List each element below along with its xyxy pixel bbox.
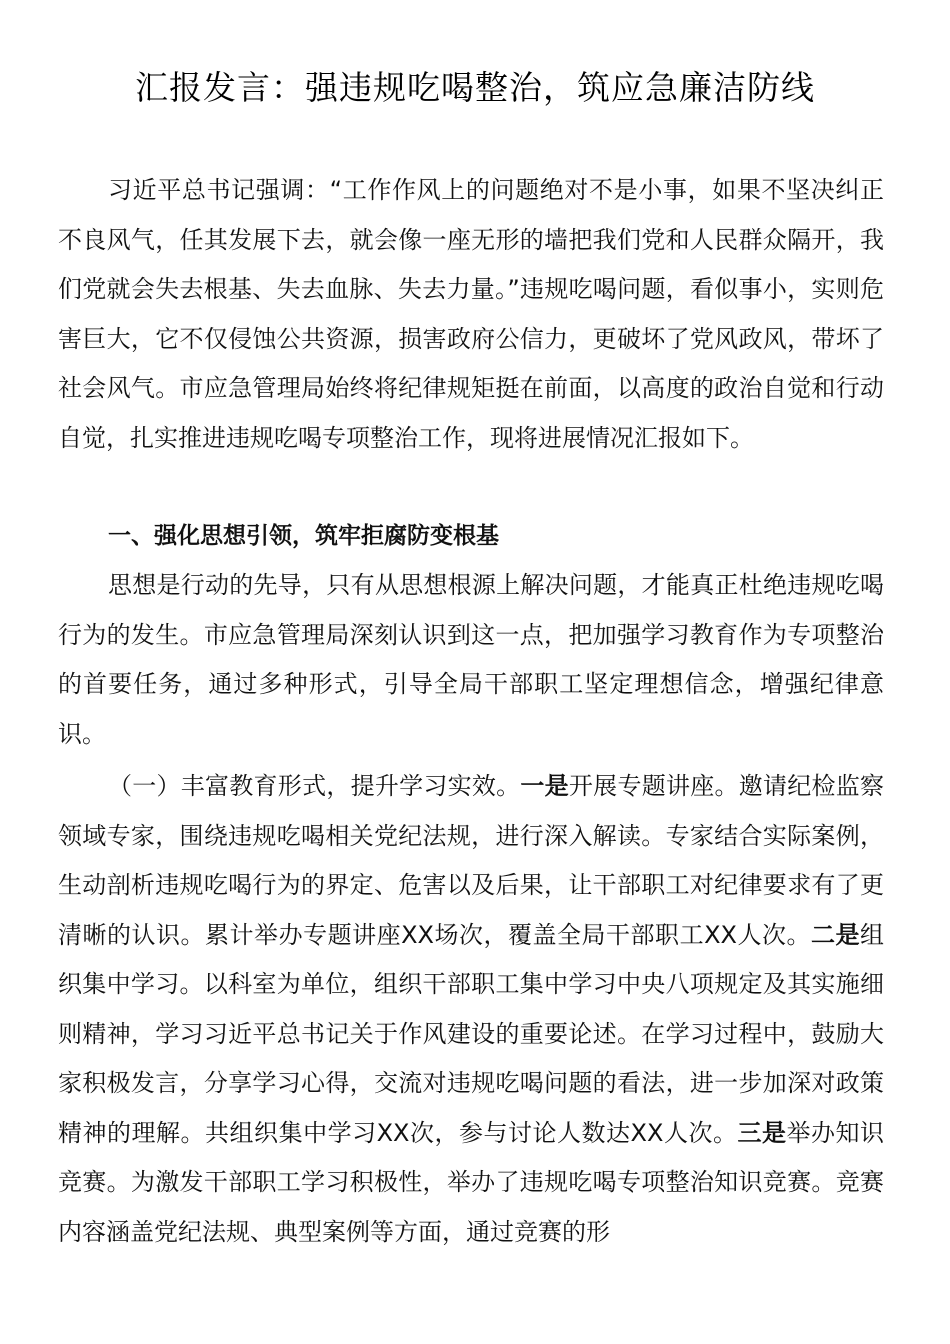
- section-heading-1: 一、强化思想引领，筑牢拒腐防变根基: [108, 523, 499, 549]
- subsection-1-lead: （一）丰富教育形式，提升学习实效。: [108, 772, 521, 800]
- item-3-label: 三是: [737, 1118, 787, 1147]
- item-1-text: 开展专题讲座。邀请纪检监察领域专家，围绕违规吃喝相关党纪法规，进行深入解读。专家结合实际案例，生动剖析违规吃喝行为的界定、危害以及后果，让干部职工对纪律要求有了更清晰的认识。累计举办专题讲座XX场次，覆盖全局干部职工XX人次。: [58, 772, 885, 949]
- intro-paragraph: 习近平总书记强调：“工作作风上的问题绝对不是小事，如果不坚决纠正不良风气，任其发展下去，就会像一座无形的墙把我们党和人民群众隔开，我们党就会失去根基、失去血脉、失去力量。”违规吃喝问题，看似事小，实则危害巨大，它不仅侵蚀公共资源，损害政府公信力，更破坏了党风政风，带坏了社会风气。市应急管理局始终将纪律规矩挺在前面，以高度的政治自觉和行动自觉，扎实推进违规吃喝专项整治工作，现将进展情况汇报如下。: [58, 176, 884, 452]
- item-2-text: 组织集中学习。以科室为单位，组织干部职工集中学习中央八项规定及其实施细则精神，学习习近平总书记关于作风建设的重要论述。在学习过程中，鼓励大家积极发言，分享学习心得，交流对违规吃喝问题的看法，进一步加深对政策精神的理解。共组织集中学习XX次，参与讨论人数达XX人次。: [58, 920, 884, 1147]
- section-1-paragraph: 思想是行动的先导，只有从思想根源上解决问题，才能真正杜绝违规吃喝行为的发生。市应急管理局深刻认识到这一点，把加强学习教育作为专项整治的首要任务，通过多种形式，引导全局干部职工坚定理想信念，增强纪律意识。: [58, 571, 884, 748]
- document-title: 汇报发言：强违规吃喝整治，筑应急廉洁防线: [135, 68, 815, 107]
- subsection-1-paragraph: [58, 762, 884, 1257]
- item-2-label: 二是: [810, 920, 860, 949]
- item-3-text: 举办知识竞赛。为激发干部职工学习积极性，举办了违规吃喝专项整治知识竞赛。竞赛内容涵盖党纪法规、典型案例等方面，通过竞赛的形: [58, 1118, 885, 1246]
- item-1-label: 一是: [520, 772, 569, 800]
